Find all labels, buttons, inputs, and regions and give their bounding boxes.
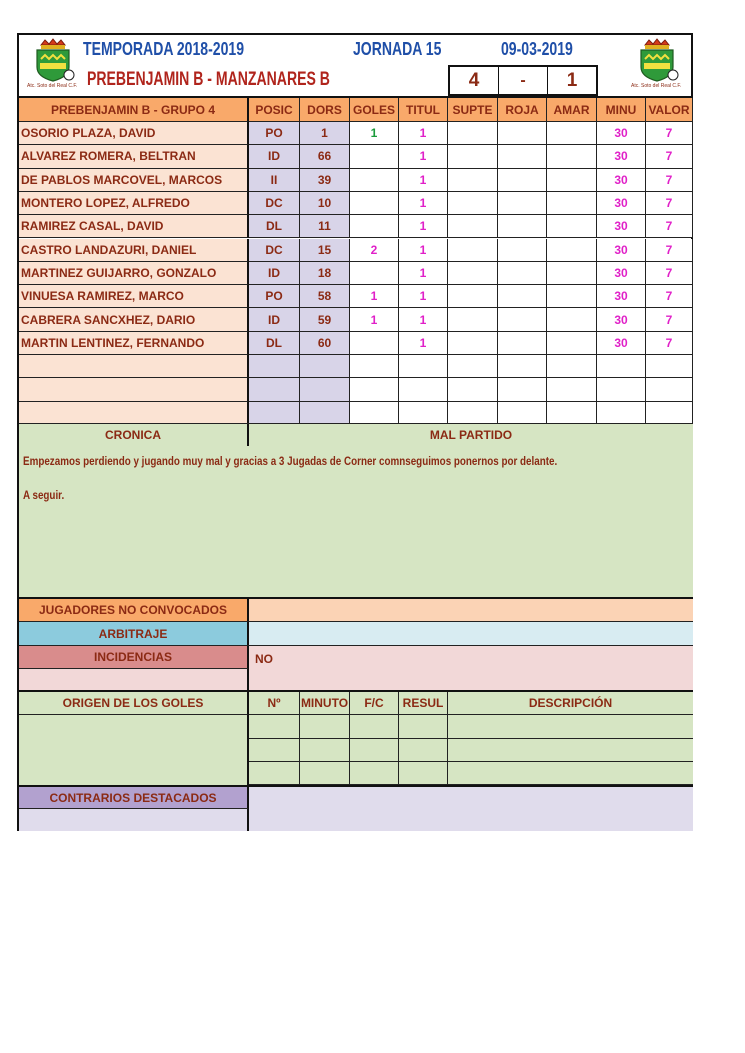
origen-cell[interactable]: [350, 715, 399, 738]
cell-valor[interactable]: 7: [646, 169, 693, 192]
player-name: MARTIN LENTINEZ, FERNANDO: [19, 332, 249, 355]
column-header-minu: MINU: [597, 98, 646, 122]
cell-roja[interactable]: [498, 122, 547, 145]
cell-supte[interactable]: [448, 285, 498, 308]
cell-minu[interactable]: 30: [597, 145, 646, 168]
cell-minu[interactable]: 30: [597, 122, 646, 145]
cell-minu[interactable]: 30: [597, 239, 646, 262]
cell-amar[interactable]: [547, 285, 597, 308]
cell-dors: [300, 355, 350, 378]
cell-titul[interactable]: 1: [399, 192, 448, 215]
column-header-valor: VALOR: [646, 98, 693, 122]
cell-amar[interactable]: [547, 192, 597, 215]
crest-left-caption: Atc. Soto del Real C.F.: [27, 83, 78, 89]
cell-valor[interactable]: 7: [646, 215, 693, 238]
cell-pos: PO: [249, 122, 300, 145]
cell-roja[interactable]: [498, 239, 547, 262]
no-convocados-field[interactable]: [249, 599, 693, 621]
cell-amar[interactable]: [547, 402, 597, 425]
cell-minu[interactable]: 30: [597, 332, 646, 355]
season-title: TEMPORADA 2018-2019: [83, 39, 245, 59]
cell-minu[interactable]: 30: [597, 215, 646, 238]
cronica-text-area[interactable]: [19, 446, 693, 599]
cell-dors: [300, 378, 350, 401]
cell-minu[interactable]: 30: [597, 308, 646, 331]
cronica-header-row: [19, 423, 693, 446]
player-name: [19, 355, 249, 378]
cronica-label: CRONICA: [105, 428, 161, 442]
cell-titul[interactable]: 1: [399, 169, 448, 192]
cell-valor[interactable]: 7: [646, 122, 693, 145]
cell-roja[interactable]: [498, 145, 547, 168]
club-crest-left-icon: [25, 37, 81, 89]
cell-titul[interactable]: 1: [399, 215, 448, 238]
origen-cell[interactable]: [350, 739, 399, 762]
cell-goles[interactable]: [350, 145, 399, 168]
cell-supte[interactable]: [448, 192, 498, 215]
column-header-amar: AMAR: [547, 98, 597, 122]
cell-minu[interactable]: [597, 355, 646, 378]
scoreboard: [448, 65, 598, 96]
cell-dors: 60: [300, 332, 350, 355]
incidencias-field[interactable]: [249, 646, 693, 690]
player-name: RAMIREZ CASAL, DAVID: [19, 215, 249, 238]
cell-titul[interactable]: [399, 378, 448, 401]
cell-goles[interactable]: 1: [350, 308, 399, 331]
cell-dors: 58: [300, 285, 350, 308]
origen-cell[interactable]: [249, 715, 300, 738]
incidencias-label: INCIDENCIAS: [93, 650, 172, 664]
player-name: VINUESA RAMIREZ, MARCO: [19, 285, 249, 308]
contrarios-row: [19, 787, 693, 831]
cell-goles[interactable]: [350, 402, 399, 425]
cell-roja[interactable]: [498, 355, 547, 378]
cronica-text-line-1: Empezamos perdiendo y jugando muy mal y gracias a 3 Jugadas de Corner comnseguimos ponernos por delante.: [23, 454, 558, 468]
match-date: 09-03-2019: [501, 39, 573, 59]
cell-goles[interactable]: [350, 378, 399, 401]
origen-cell[interactable]: [249, 739, 300, 762]
cell-valor[interactable]: [646, 355, 693, 378]
cell-valor[interactable]: 7: [646, 285, 693, 308]
cell-roja[interactable]: [498, 402, 547, 425]
cell-pos: ID: [249, 145, 300, 168]
contrarios-label: CONTRARIOS DESTACADOS: [49, 790, 217, 805]
cell-titul[interactable]: [399, 355, 448, 378]
cell-pos: DL: [249, 332, 300, 355]
cell-roja[interactable]: [498, 285, 547, 308]
cell-roja[interactable]: [498, 308, 547, 331]
cell-roja[interactable]: [498, 378, 547, 401]
cell-valor[interactable]: [646, 402, 693, 425]
cell-supte[interactable]: [448, 332, 498, 355]
origen-cell[interactable]: [300, 739, 350, 762]
column-header-supte: SUPTE: [448, 98, 498, 122]
cell-titul[interactable]: 1: [399, 262, 448, 285]
cell-supte[interactable]: [448, 169, 498, 192]
origen-cell[interactable]: [448, 739, 693, 762]
cell-supte[interactable]: [448, 215, 498, 238]
column-header-titul: TITUL: [399, 98, 448, 122]
cell-dors: 11: [300, 215, 350, 238]
origen-cell[interactable]: [249, 762, 300, 785]
player-name: CASTRO LANDAZURI, DANIEL: [19, 239, 249, 262]
cell-dors: 66: [300, 145, 350, 168]
cell-minu[interactable]: 30: [597, 262, 646, 285]
cell-goles[interactable]: 1: [350, 285, 399, 308]
cell-pos: ID: [249, 308, 300, 331]
origen-cell[interactable]: [399, 762, 448, 785]
cell-supte[interactable]: [448, 308, 498, 331]
player-name: ALVAREZ ROMERA, BELTRAN: [19, 145, 249, 168]
cell-titul[interactable]: 1: [399, 285, 448, 308]
column-header-dors: DORS: [300, 98, 350, 122]
cell-roja[interactable]: [498, 262, 547, 285]
player-name: [19, 402, 249, 425]
cell-valor[interactable]: 7: [646, 239, 693, 262]
cell-goles[interactable]: [350, 169, 399, 192]
cell-dors: 59: [300, 308, 350, 331]
cell-supte[interactable]: [448, 145, 498, 168]
cell-amar[interactable]: [547, 215, 597, 238]
cell-dors: 18: [300, 262, 350, 285]
cell-amar[interactable]: [547, 145, 597, 168]
column-header-goles: GOLES: [350, 98, 399, 122]
cell-roja[interactable]: [498, 169, 547, 192]
cell-amar[interactable]: [547, 239, 597, 262]
cell-goles[interactable]: [350, 332, 399, 355]
origen-column-header: MINUTO: [300, 692, 350, 715]
origen-column-header: Nº: [249, 692, 300, 715]
cell-titul[interactable]: 1: [399, 308, 448, 331]
origen-column-header: F/C: [350, 692, 399, 715]
arbitraje-field[interactable]: [249, 622, 693, 645]
team-group-header: PREBENJAMIN B - GRUPO 4: [19, 98, 249, 122]
cell-pos: ID: [249, 262, 300, 285]
player-name: DE PABLOS MARCOVEL, MARCOS: [19, 169, 249, 192]
origen-cell[interactable]: [399, 739, 448, 762]
player-name: [19, 378, 249, 401]
cell-amar[interactable]: [547, 378, 597, 401]
cell-supte[interactable]: [448, 239, 498, 262]
cell-supte[interactable]: [448, 355, 498, 378]
cell-amar[interactable]: [547, 355, 597, 378]
player-name: OSORIO PLAZA, DAVID: [19, 122, 249, 145]
score-separator: -: [499, 67, 548, 94]
cell-supte[interactable]: [448, 262, 498, 285]
cell-goles[interactable]: [350, 262, 399, 285]
cell-amar[interactable]: [547, 308, 597, 331]
cell-titul[interactable]: 1: [399, 239, 448, 262]
cell-pos: II: [249, 169, 300, 192]
cell-minu[interactable]: [597, 378, 646, 401]
origen-goles-section: [19, 692, 693, 787]
cell-valor[interactable]: 7: [646, 308, 693, 331]
cell-amar[interactable]: [547, 122, 597, 145]
cell-dors: [300, 402, 350, 425]
cell-supte[interactable]: [448, 122, 498, 145]
incidencias-value: NO: [255, 652, 273, 666]
crest-right-caption: Atc. Soto del Real C.F.: [631, 83, 682, 89]
origen-cell[interactable]: [399, 715, 448, 738]
cell-roja[interactable]: [498, 215, 547, 238]
no-convocados-label: JUGADORES NO CONVOCADOS: [38, 603, 228, 617]
no-convocados-row: [19, 599, 693, 622]
column-header-roja: ROJA: [498, 98, 547, 122]
cell-pos: DC: [249, 239, 300, 262]
cell-goles[interactable]: [350, 215, 399, 238]
cell-supte[interactable]: [448, 402, 498, 425]
cell-dors: 10: [300, 192, 350, 215]
cell-minu[interactable]: 30: [597, 285, 646, 308]
cell-titul[interactable]: [399, 402, 448, 425]
match-verdict: MAL PARTIDO: [429, 428, 513, 442]
origen-column-header: RESUL: [399, 692, 448, 715]
cell-pos: DL: [249, 215, 300, 238]
cell-roja[interactable]: [498, 332, 547, 355]
cell-pos: [249, 402, 300, 425]
cell-pos: [249, 355, 300, 378]
cell-amar[interactable]: [547, 169, 597, 192]
player-stats-table: [19, 96, 693, 423]
cell-goles[interactable]: 1: [350, 122, 399, 145]
origen-goles-grid: [249, 692, 693, 785]
cell-minu[interactable]: 30: [597, 192, 646, 215]
origen-cell[interactable]: [448, 715, 693, 738]
incidencias-row: [19, 646, 693, 692]
arbitraje-label: ARBITRAJE: [98, 626, 168, 641]
origen-cell[interactable]: [300, 762, 350, 785]
cell-pos: DC: [249, 192, 300, 215]
score-home: 4: [450, 67, 499, 94]
cell-goles[interactable]: 2: [350, 239, 399, 262]
cell-valor[interactable]: 7: [646, 192, 693, 215]
arbitraje-row: [19, 622, 693, 646]
cell-titul[interactable]: 1: [399, 332, 448, 355]
cell-dors: 39: [300, 169, 350, 192]
cell-goles[interactable]: [350, 355, 399, 378]
cell-pos: PO: [249, 285, 300, 308]
cell-amar[interactable]: [547, 262, 597, 285]
match-title: PREBENJAMIN B - MANZANARES B: [87, 69, 330, 90]
cell-roja[interactable]: [498, 192, 547, 215]
cell-titul[interactable]: 1: [399, 145, 448, 168]
player-name: MONTERO LOPEZ, ALFREDO: [19, 192, 249, 215]
matchday-title: JORNADA 15: [353, 39, 442, 59]
origen-cell[interactable]: [300, 715, 350, 738]
cell-valor[interactable]: 7: [646, 262, 693, 285]
origen-cell[interactable]: [448, 762, 693, 785]
cronica-text-line-2: A seguir.: [23, 488, 65, 502]
cell-amar[interactable]: [547, 332, 597, 355]
club-crest-right-icon: [627, 37, 687, 89]
cell-minu[interactable]: 30: [597, 169, 646, 192]
column-header-posic: POSIC: [249, 98, 300, 122]
cell-pos: [249, 378, 300, 401]
cell-minu[interactable]: [597, 402, 646, 425]
cell-valor[interactable]: 7: [646, 332, 693, 355]
cell-titul[interactable]: 1: [399, 122, 448, 145]
origen-column-header: DESCRIPCIÓN: [448, 692, 693, 715]
cell-goles[interactable]: [350, 192, 399, 215]
cell-supte[interactable]: [448, 378, 498, 401]
player-name: CABRERA SANCXHEZ, DARIO: [19, 308, 249, 331]
cell-valor[interactable]: 7: [646, 145, 693, 168]
origen-goles-label: ORIGEN DE LOS GOLES: [62, 696, 204, 710]
cell-dors: 15: [300, 239, 350, 262]
match-report-sheet: [17, 33, 693, 831]
origen-cell[interactable]: [350, 762, 399, 785]
score-away: 1: [566, 69, 578, 91]
cell-dors: 1: [300, 122, 350, 145]
contrarios-field[interactable]: [249, 787, 693, 831]
cell-valor[interactable]: [646, 378, 693, 401]
player-name: MARTINEZ GUIJARRO, GONZALO: [19, 262, 249, 285]
